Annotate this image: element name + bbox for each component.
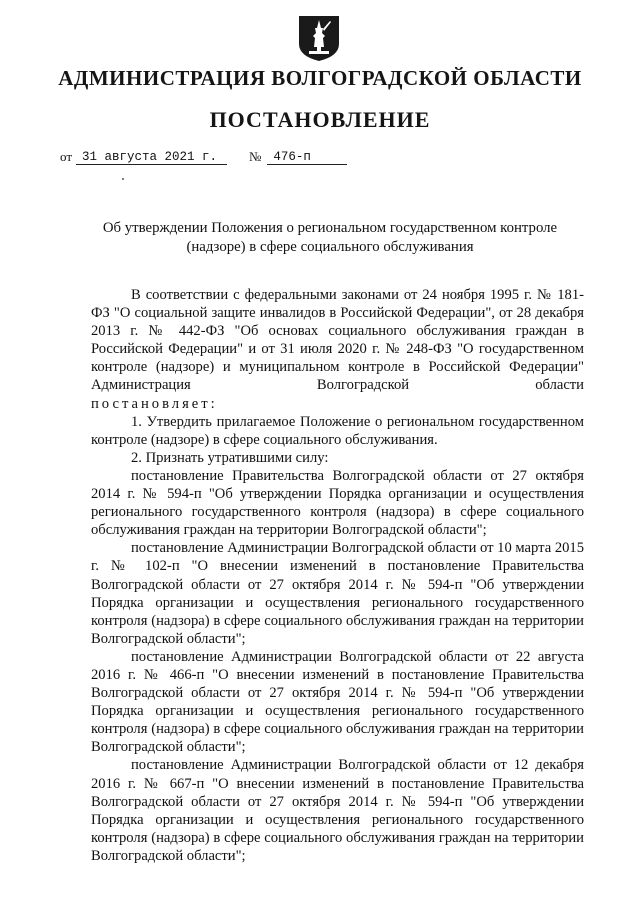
resolves-line: постановляет: [91, 395, 218, 412]
document-number: 476-п [267, 150, 347, 165]
document-body [91, 286, 584, 865]
document-date: 31 августа 2021 г. [76, 150, 227, 165]
repeal-paragraph-4: постановление Администрации Волгоградской области от 12 декабря 2016 г. № 667-п "О внесении изменений в постановление Правительства Волгоградской области от 27 октября 2014 г. № 594-п "Об утверждении Порядка организации и осуществления регионального государственного контроля (надзора) в сфере социального обслуживания граждан на территории Волгоградской области"; [91, 757, 584, 864]
scan-speck [122, 178, 124, 180]
item-1-paragraph: 1. Утвердить прилагаемое Положение о региональном государственном контроле (надзоре) в сфере социального обслуживания. [91, 413, 584, 448]
number-label: № [249, 149, 262, 164]
organization-name: АДМИНИСТРАЦИЯ ВОЛГОГРАДСКОЙ ОБЛАСТИ [58, 66, 582, 90]
repeal-paragraph-1: постановление Правительства Волгоградской области от 27 октября 2014 г. № 594-п "Об утверждении Порядка организации и осуществления регионального государственного контроля (надзора) в сфере социального обслуживания граждан на территории Волгоградской области"; [91, 467, 584, 539]
repeal-paragraph-2: постановление Администрации Волгоградской области от 10 марта 2015 г. № 102-п "О внесении изменений в постановление Правительства Волгоградской области от 27 октября 2014 г. № 594-п "Об утверждении Порядка организации и осуществления регионального государственного контроля (надзора) в сфере социального обслуживания граждан на территории Волгоградской области"; [91, 540, 585, 647]
document-type: ПОСТАНОВЛЕНИЕ [209, 107, 431, 132]
date-number-line [60, 145, 347, 165]
date-label: от [60, 149, 73, 164]
item-2-paragraph: 2. Признать утратившими силу: [131, 449, 329, 466]
document-subject: Об утверждении Положения о региональном государственном контроле (надзоре) в сфере социального обслуживания [102, 220, 558, 255]
preamble-paragraph: В соответствии с федеральными законами от 24 ноября 1995 г. № 181-ФЗ "О социальной защите инвалидов в Российской Федерации", от 28 декабря 2013 г. № 442-ФЗ "Об основах социального обслуживания граждан в Российской Федерации" и от 31 июля 2020 г. № 248-ФЗ "О государственном контроле (надзоре) и муниципальном контроле в Российской Федерации" Администрация Волгоградской области [91, 287, 584, 394]
repeal-paragraph-3: постановление Администрации Волгоградской области от 22 августа 2016 г. № 466-п "О внесении изменений в постановление Правительства Волгоградской области от 27 октября 2014 г. № 594-п "Об утверждении Порядка организации и осуществления регионального государственного контроля (надзора) в сфере социального обслуживания граждан на территории Волгоградской области"; [91, 648, 584, 756]
coat-of-arms-icon [296, 14, 342, 62]
volgograd-coat-of-arms-icon [296, 14, 342, 62]
